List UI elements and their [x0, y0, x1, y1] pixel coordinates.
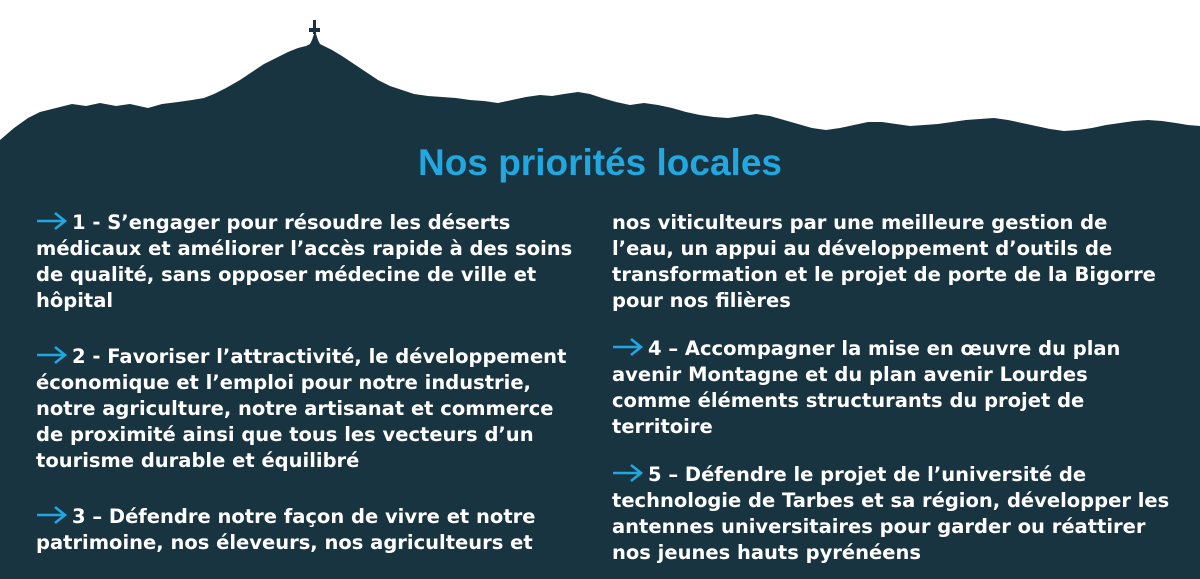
arrow-right-icon [612, 337, 644, 357]
priority-text-3: 3 – Défendre notre façon de vivre et notre patrimoine, nos éleveurs, nos agriculteurs et [36, 505, 536, 554]
priority-item-2 [36, 344, 581, 474]
arrow-right-icon [36, 345, 68, 365]
priority-item-1 [36, 210, 581, 314]
priority-item-5 [612, 462, 1172, 566]
priority-item-3-continuation [612, 210, 1172, 314]
page-title: Nos priorités locales [418, 142, 782, 183]
priority-text-3-continuation: nos viticulteurs par une meilleure gestion de l’eau, un appui au développement d’outils de transformation et le projet de porte de la Bigorre pour nos filières [612, 211, 1156, 312]
arrow-right-icon [36, 211, 68, 231]
arrow-right-icon [36, 505, 68, 525]
priority-item-4 [612, 336, 1172, 440]
summit-antenna-crossbar [309, 28, 320, 32]
priority-text-1: 1 - S’engager pour résoudre les déserts médicaux et améliorer l’accès rapide à des soins de qualité, sans opposer médecine de ville et hôpital [36, 211, 573, 312]
arrow-right-icon [612, 463, 644, 483]
priority-text-2: 2 - Favoriser l’attractivité, le développement économique et l’emploi pour notre industrie, notre agriculture, notre artisanat et commerce de proximité ainsi que tous les vecteurs d’un tourisme durable et équilibré [36, 345, 567, 472]
priority-text-4: 4 – Accompagner la mise en œuvre du plan avenir Montagne et du plan avenir Lourdes comme éléments structurants du projet de territoire [612, 337, 1121, 438]
priority-text-5: 5 – Défendre le projet de l’université de technologie de Tarbes et sa région, développer les antennes universitaires pour garder ou réattirer nos jeunes hauts pyrénéens [612, 463, 1170, 564]
right-column [612, 210, 1172, 566]
priority-item-3 [36, 504, 581, 556]
left-column [36, 210, 581, 556]
